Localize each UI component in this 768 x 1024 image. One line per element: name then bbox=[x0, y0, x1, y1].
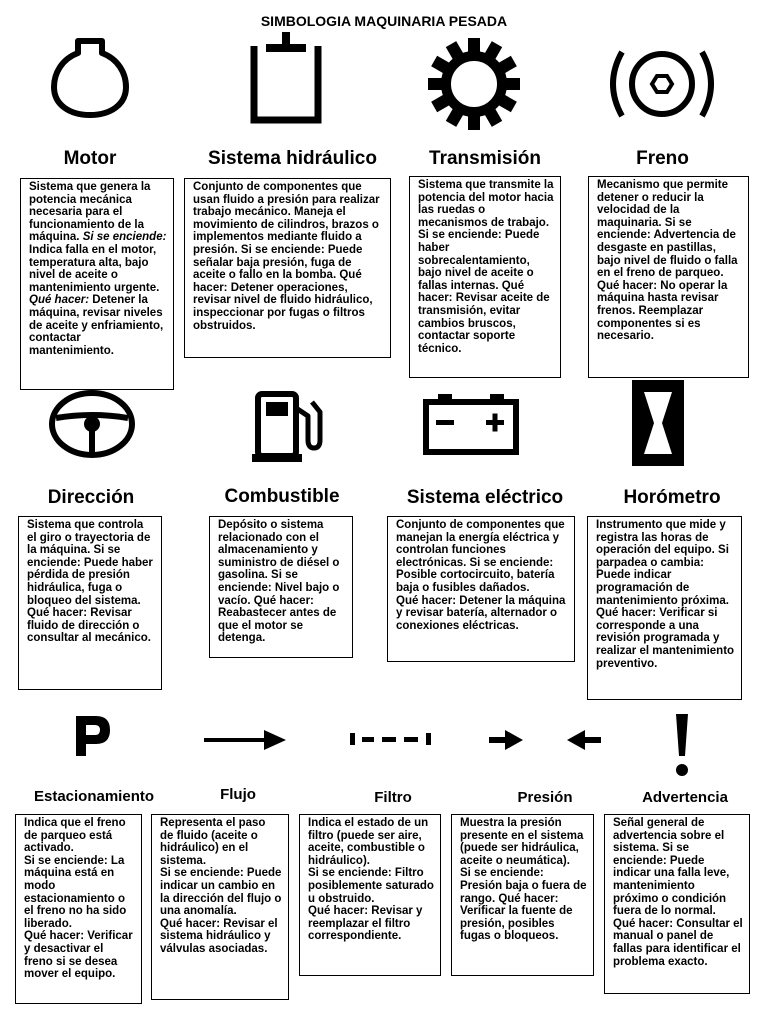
steering-wheel-icon bbox=[46, 388, 138, 460]
hydraulic-icon bbox=[248, 30, 324, 126]
label-horometro: Horómetro bbox=[623, 487, 721, 508]
label-filtro: Filtro bbox=[374, 789, 412, 806]
label-motor: Motor bbox=[63, 148, 117, 169]
fuel-pump-icon bbox=[250, 388, 328, 464]
label-presion: Presión bbox=[517, 789, 573, 806]
description-box-motor: Sistema que genera la potencia mecánica necesaria para el funcionamiento de la máquina. Si se enciende: Indica falla en el motor, temperatura alta, bajo nivel de aceite o mantenimiento urgente. Qué hacer: Detener la máquina, revisar niveles de aceite y enfriamiento, contactar mantenimiento. bbox=[20, 178, 174, 390]
battery-icon bbox=[422, 392, 520, 456]
description-box-direccion: Sistema que controla el giro o trayectoria de la máquina. Si se enciende: Puede haber pérdida de presión hidráulica, fuga o bloqueo del sistema. Qué hacer: Revisar fluido de dirección o consultar al mecánico. bbox=[18, 516, 162, 690]
description-box-transmision: Sistema que transmite la potencia del motor hacia las ruedas o mecanismos de trabajo. Si se enciende: Puede haber sobrecalentamiento, bajo nivel de aceite o fallas internas. Qué hacer: Revisar aceite de transmisión, evitar cambios bruscos, contactar soporte técnico. bbox=[409, 176, 561, 378]
description-box-freno: Mecanismo que permite detener o reducir la velocidad de la maquinaria. Si se enciende: Advertencia de desgaste en pastillas, bajo nivel de fluido o falla en el freno de parqueo. Qué hacer: No operar la máquina hasta revisar frenos. Reemplazar componentes si es necesario. bbox=[588, 176, 749, 378]
description-box-sistema-electrico: Conjunto de componentes que manejan la energía eléctrica y controlan funciones electrónicas. Si se enciende: Posible cortocircuito, batería baja o fusibles dañados. Qué hacer: Detener la máquina y revisar batería, alternador o conexiones eléctricas. bbox=[387, 516, 575, 662]
label-advertencia: Advertencia bbox=[642, 789, 728, 806]
engine-icon bbox=[48, 35, 132, 121]
label-transmision: Transmisión bbox=[429, 148, 541, 169]
description-box-horometro: Instrumento que mide y registra las horas de operación del equipo. Si parpadea o cambia: Puede indicar programación de mantenimiento próxima. Qué hacer: Verificar si corresponde a una revisión programada y realizar el mantenimiento preventivo. bbox=[587, 516, 742, 700]
brake-icon bbox=[600, 40, 724, 128]
flow-arrow-icon bbox=[202, 728, 288, 752]
parking-p-icon bbox=[70, 712, 116, 758]
label-direccion: Dirección bbox=[47, 487, 135, 508]
label-sistema-electrico: Sistema eléctrico bbox=[406, 487, 564, 508]
pressure-arrows-icon bbox=[487, 728, 603, 752]
page-title: SIMBOLOGIA MAQUINARIA PESADA bbox=[260, 13, 508, 29]
description-box-estacionamiento: Indica que el freno de parqueo está activado. Si se enciende: La máquina está en modo estacionamiento o el freno no ha sido liberado. Qué hacer: Verificar y desactivar el freno si se desea mover el equipo. bbox=[15, 814, 142, 1004]
label-flujo: Flujo bbox=[220, 786, 256, 803]
description-box-advertencia: Señal general de advertencia sobre el sistema. Si se enciende: Puede indicar una falla leve, mantenimiento próximo o condición fuera de lo normal. Qué hacer: Consultar el manual o panel de fallas para identificar el problema exacto. bbox=[604, 814, 750, 994]
dashed-line-icon bbox=[348, 731, 436, 747]
description-box-filtro: Indica el estado de un filtro (puede ser aire, aceite, combustible o hidráulico). Si se enciende: Filtro posiblemente saturado u obstruido. Qué hacer: Revisar y reemplazar el filtro correspondiente. bbox=[299, 814, 441, 976]
transmission-gear-icon bbox=[426, 36, 522, 132]
hourglass-icon bbox=[630, 380, 686, 466]
label-sistema-hidraulico: Sistema hidráulico bbox=[208, 148, 377, 169]
label-freno: Freno bbox=[636, 148, 689, 169]
description-box-presion: Muestra la presión presente en el sistema (puede ser hidráulica, aceite o neumática). Si se enciende: Presión baja o fuera de rango. Qué hacer: Verificar la fuente de presión, posibles fugas o bloqueos. bbox=[451, 814, 594, 976]
description-box-combustible: Depósito o sistema relacionado con el almacenamiento y suministro de diésel o gasolina. Si se enciende: Nivel bajo o vacío. Qué hacer: Reabastecer antes de que el motor se detenga. bbox=[209, 516, 353, 658]
description-box-sistema-hidraulico: Conjunto de componentes que usan fluido a presión para realizar trabajo mecánico. Maneja el movimiento de cilindros, brazos o implementos mediante fluido a presión. Si se enciende: Puede señalar baja presión, fuga de aceite o fallo en la bomba. Qué hacer: Detener operaciones, revisar nivel de fluido hidráulico, inspeccionar por fugas o filtros obstruidos. bbox=[184, 178, 391, 358]
description-box-flujo: Representa el paso de fluido (aceite o hidráulico) en el sistema. Si se enciende: Puede indicar un cambio en la dirección del flujo o una anomalía. Qué hacer: Revisar el sistema hidráulico y válvulas asociadas. bbox=[151, 814, 289, 1000]
exclamation-icon bbox=[672, 712, 692, 778]
label-combustible: Combustible bbox=[224, 486, 340, 507]
label-estacionamiento: Estacionamiento bbox=[33, 788, 155, 805]
